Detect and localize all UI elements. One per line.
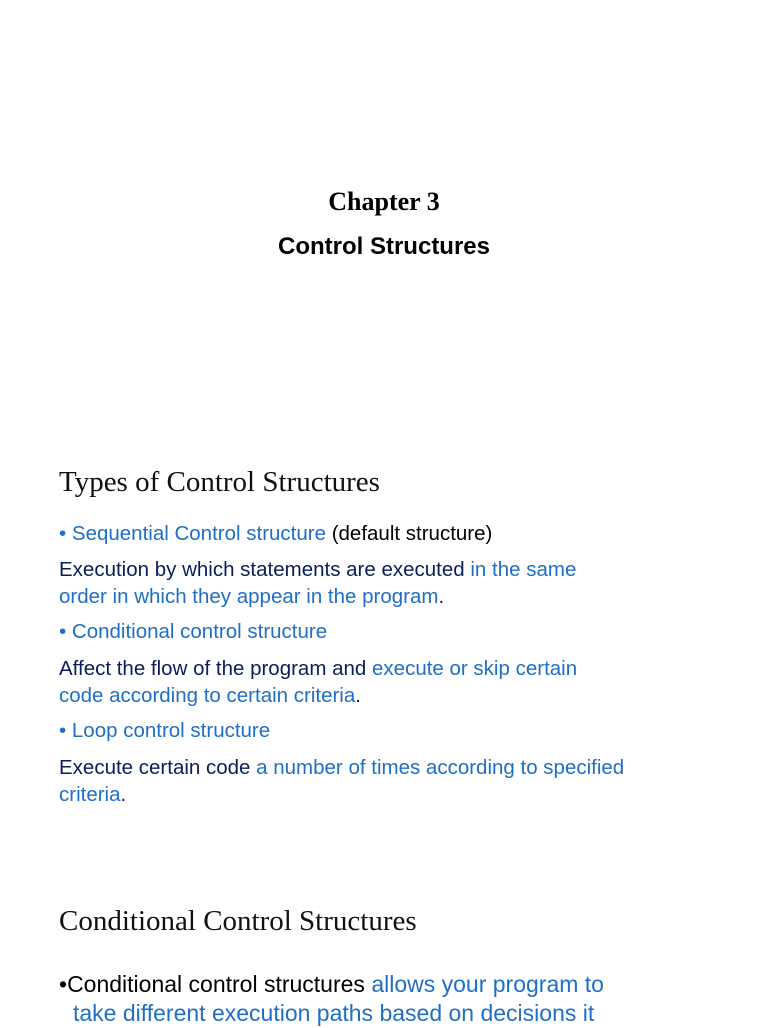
bullet-label: Conditional control structure <box>71 620 328 643</box>
bullet-highlight: take different execution paths based on decisions it <box>73 1000 595 1026</box>
bullet-glyph: • <box>59 620 67 643</box>
desc-loop <box>59 754 624 808</box>
bullet-plain: Conditional control structures <box>67 971 365 997</box>
desc-conditional <box>59 655 577 709</box>
slide-heading-types: Types of Control Structures <box>59 466 380 498</box>
desc-highlight: execute or skip certain <box>372 657 578 680</box>
bullet-sequential <box>59 520 492 547</box>
bullet-conditional-desc <box>59 970 604 1028</box>
slide-heading-conditional: Conditional Control Structures <box>59 905 417 937</box>
desc-end: . <box>438 585 445 608</box>
bullet-label: Loop control structure <box>71 719 271 742</box>
bullet-loop <box>59 717 270 744</box>
desc-highlight: order in which they appear in the program <box>59 585 439 608</box>
chapter-number: Chapter 3 <box>328 187 440 216</box>
desc-sequential <box>59 556 576 610</box>
desc-end: . <box>120 783 127 806</box>
bullet-conditional <box>59 618 327 645</box>
bullet-highlight: allows your program to <box>371 971 604 997</box>
desc-plain: Affect the flow of the program and <box>59 657 367 680</box>
bullet-label: Sequential Control structure <box>71 522 326 545</box>
desc-end: . <box>355 684 361 707</box>
desc-plain: Execution by which statements are executed <box>59 558 465 581</box>
chapter-title: Control Structures <box>277 233 490 260</box>
desc-highlight: in the same <box>470 558 577 581</box>
bullet-glyph: • <box>59 522 67 545</box>
desc-highlight: code according to certain criteria <box>59 684 356 707</box>
desc-highlight: a number of times according to specified <box>256 756 625 779</box>
bullet-glyph: • <box>59 719 67 742</box>
desc-plain: Execute certain code <box>59 756 251 779</box>
desc-highlight: criteria <box>59 783 121 806</box>
bullet-glyph: • <box>59 971 68 997</box>
bullet-suffix: (default structure) <box>331 522 493 545</box>
